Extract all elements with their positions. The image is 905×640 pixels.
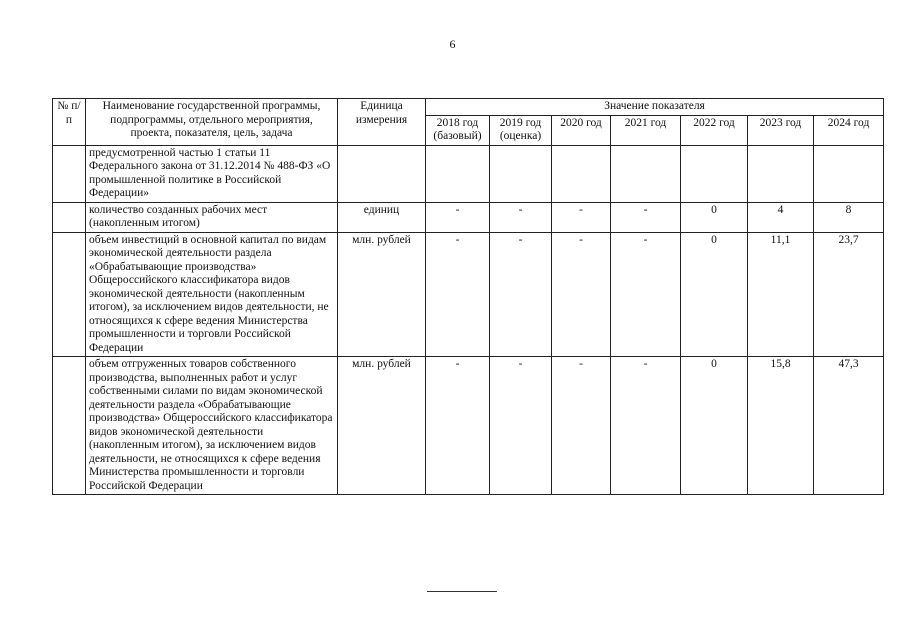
row-value: - [552,357,611,495]
row-value [681,145,748,202]
row-value: - [490,202,552,232]
row-value [490,145,552,202]
row-value: 0 [681,232,748,357]
page-number: 6 [449,37,456,51]
table-header [53,99,884,146]
row-name: объем отгруженных товаров собственного производства, выполненных работ и услуг собственными силами по видам экономической деятельности раздела «Обрабатывающие производства» Общероссийского классификатора видов экономической деятельности (накопленным итогом), за исключением видов деятельности, не относящихся к сфере ведения Министерства промышленности и торговли Российской Федерации [86,357,338,495]
row-value [552,145,611,202]
header-year: 2019 год (оценка) [490,115,552,145]
row-num [53,232,86,357]
row-value: - [611,232,681,357]
row-name: предусмотренной частью 1 статьи 11 Федерального закона от 31.12.2014 № 488-ФЗ «О промышленной политике в Российской Федерации» [86,145,338,202]
row-value [748,145,814,202]
row-name: количество созданных рабочих мест (накопленным итогом) [86,202,338,232]
row-value: 0 [681,202,748,232]
header-year: 2021 год [611,115,681,145]
row-value: 8 [814,202,884,232]
row-value: - [552,202,611,232]
row-value: - [490,232,552,357]
row-unit [338,145,426,202]
header-row-group [53,99,884,116]
row-value: - [426,357,490,495]
row-value: 15,8 [748,357,814,495]
row-value: 23,7 [814,232,884,357]
row-value: 0 [681,357,748,495]
header-num: № п/п [53,99,86,146]
indicators-table [52,98,884,495]
row-num [53,145,86,202]
table-body [53,145,884,495]
row-value: 4 [748,202,814,232]
row-value: - [426,232,490,357]
table-row [53,202,884,232]
row-value: 11,1 [748,232,814,357]
header-year: 2023 год [748,115,814,145]
row-value: - [611,202,681,232]
row-num [53,357,86,495]
row-value: - [426,202,490,232]
header-year: 2018 год (базовый) [426,115,490,145]
row-value [611,145,681,202]
row-value: - [611,357,681,495]
header-values-group: Значение показателя [426,99,884,116]
row-value [426,145,490,202]
row-value: - [490,357,552,495]
row-num [53,202,86,232]
header-year: 2024 год [814,115,884,145]
table-row [53,357,884,495]
header-unit: Единица измерения [338,99,426,146]
row-value: - [552,232,611,357]
row-unit: млн. рублей [338,232,426,357]
bottom-divider [427,591,497,592]
table-row [53,145,884,202]
header-year: 2020 год [552,115,611,145]
row-unit: млн. рублей [338,357,426,495]
header-name: Наименование государственной программы, подпрограммы, отдельного мероприятия, проекта, показателя, цель, задача [86,99,338,146]
row-unit: единиц [338,202,426,232]
row-value [814,145,884,202]
row-name: объем инвестиций в основной капитал по видам экономической деятельности раздела «Обрабатывающие производства» Общероссийского классификатора видов экономической деятельности (накопленным итогом), за исключением видов деятельности, не относящихся к сфере ведения Министерства промышленности и торговли Российской Федерации [86,232,338,357]
row-value: 47,3 [814,357,884,495]
header-year: 2022 год [681,115,748,145]
table-row [53,232,884,357]
